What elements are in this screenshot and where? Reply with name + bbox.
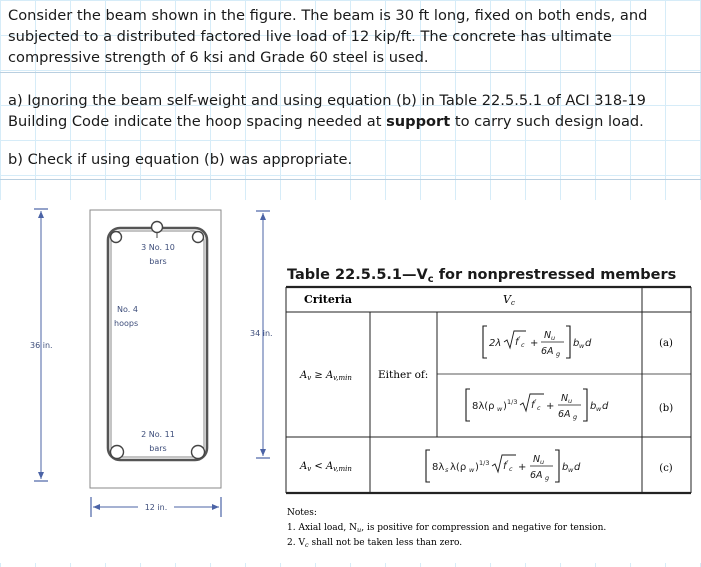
svg-text:u: u xyxy=(551,334,556,342)
svg-text:6A: 6A xyxy=(541,346,554,357)
equation-c xyxy=(426,450,581,482)
bottom-bars-label-2: bars xyxy=(149,444,167,453)
dim-arrow xyxy=(260,449,266,456)
svg-text:f: f xyxy=(503,461,507,472)
eq-c-tag: (c) xyxy=(659,463,673,474)
problem-part-a xyxy=(8,90,698,132)
svg-text:w: w xyxy=(469,466,475,474)
svg-text:s: s xyxy=(445,466,449,474)
aci-table xyxy=(286,267,691,549)
svg-text:w: w xyxy=(568,466,574,474)
svg-text:N: N xyxy=(561,393,569,404)
dim-arrow xyxy=(93,504,100,510)
svg-text:b: b xyxy=(573,338,580,349)
svg-text:+: + xyxy=(530,338,539,349)
top-bar xyxy=(152,222,163,233)
figure xyxy=(0,200,701,563)
note-2: 2. $V_c$ shall not be taken less than zero. xyxy=(287,538,463,549)
dim-arrow xyxy=(212,504,219,510)
svg-text:′: ′ xyxy=(535,398,537,406)
hoops-label-2: hoops xyxy=(114,319,139,328)
svg-text:w: w xyxy=(497,405,503,413)
svg-text:f: f xyxy=(531,400,535,411)
hoops-label: No. 4 xyxy=(117,305,138,314)
svg-text:g: g xyxy=(545,474,550,482)
part-a-text: a) Ignoring the beam self-weight and using equation (b) in Table 22.5.5.1 of ACI 318-19 Building Code indicate the hoop spacing needed at xyxy=(8,92,646,130)
svg-text:+: + xyxy=(546,401,555,412)
table-title: Table $22.5.5.1—V_c$ for nonprestressed members xyxy=(287,267,677,285)
beam-section xyxy=(30,209,273,517)
problem-part-b: b) Check if using equation (b) was appropriate. xyxy=(8,151,353,168)
svg-text:′: ′ xyxy=(519,335,521,343)
depth-label: 34 in. xyxy=(250,329,273,338)
svg-text:2λ: 2λ xyxy=(489,338,502,349)
svg-text:+: + xyxy=(518,462,527,473)
svg-text:8λ: 8λ xyxy=(432,462,445,473)
svg-text:N: N xyxy=(544,330,552,341)
dim-arrow xyxy=(38,211,44,218)
svg-text:d: d xyxy=(602,401,609,412)
divider xyxy=(0,179,701,180)
svg-text:u: u xyxy=(540,458,545,466)
eq-a-tag: (a) xyxy=(659,338,673,349)
problem-intro: Consider the beam shown in the figure. The beam is 30 ft long, fixed on both ends, and subjected to a distributed factored live load of 12 kip/ft. The concrete has ultimate compressive strength of 6 ksi and Grade 60 steel is used. xyxy=(8,7,648,66)
svg-text:′: ′ xyxy=(507,459,509,467)
divider xyxy=(0,72,701,73)
svg-text:1/3: 1/3 xyxy=(479,459,490,467)
svg-text:λ(ρ: λ(ρ xyxy=(450,462,467,473)
dim-arrow xyxy=(260,213,266,220)
top-bar xyxy=(193,232,204,243)
svg-text:b: b xyxy=(562,462,569,473)
svg-text:): ) xyxy=(503,401,507,412)
svg-text:N: N xyxy=(533,454,541,465)
either-of: Either of: xyxy=(378,369,429,381)
bottom-bars-label: 2 No. 11 xyxy=(141,430,175,439)
svg-text:8λ(ρ: 8λ(ρ xyxy=(472,401,495,412)
criteria-lt: $A_v < A_{v,min}$ xyxy=(300,461,352,473)
top-bars-label-2: bars xyxy=(149,257,167,266)
svg-text:d: d xyxy=(585,338,592,349)
svg-text:): ) xyxy=(475,462,479,473)
criteria-ge: $A_v \ge A_{v,min}$ xyxy=(300,370,352,382)
top-bar xyxy=(111,232,122,243)
svg-text:d: d xyxy=(574,462,581,473)
svg-text:c: c xyxy=(521,341,525,349)
svg-text:6A: 6A xyxy=(558,409,571,420)
svg-text:u: u xyxy=(568,397,573,405)
equation-a xyxy=(483,326,592,358)
svg-text:w: w xyxy=(579,342,585,350)
svg-text:c: c xyxy=(509,465,513,473)
svg-text:g: g xyxy=(573,413,578,421)
part-a-bold: support xyxy=(386,113,451,130)
notes-title: Notes: xyxy=(287,508,317,518)
part-a-tail: to carry such design load. xyxy=(450,113,644,130)
header-criteria: Criteria xyxy=(304,293,352,306)
svg-text:1/3: 1/3 xyxy=(507,398,518,406)
svg-text:b: b xyxy=(590,401,597,412)
svg-text:w: w xyxy=(596,405,602,413)
svg-text:c: c xyxy=(537,404,541,412)
header-vc: Vc xyxy=(503,293,515,307)
equation-b xyxy=(466,389,609,421)
width-label: 12 in. xyxy=(144,503,168,512)
height-label: 36 in. xyxy=(30,341,53,350)
note-1: 1. Axial load, $N_u$, is positive for compression and negative for tension. xyxy=(287,523,607,534)
svg-text:g: g xyxy=(556,350,561,358)
figure-svg xyxy=(0,200,701,563)
eq-b-tag: (b) xyxy=(658,403,674,414)
svg-text:6A: 6A xyxy=(530,470,543,481)
bottom-bar xyxy=(111,446,124,459)
dim-arrow xyxy=(38,472,44,479)
svg-text:f: f xyxy=(515,337,519,348)
bottom-bar xyxy=(192,446,205,459)
top-bars-label: 3 No. 10 xyxy=(141,243,175,252)
